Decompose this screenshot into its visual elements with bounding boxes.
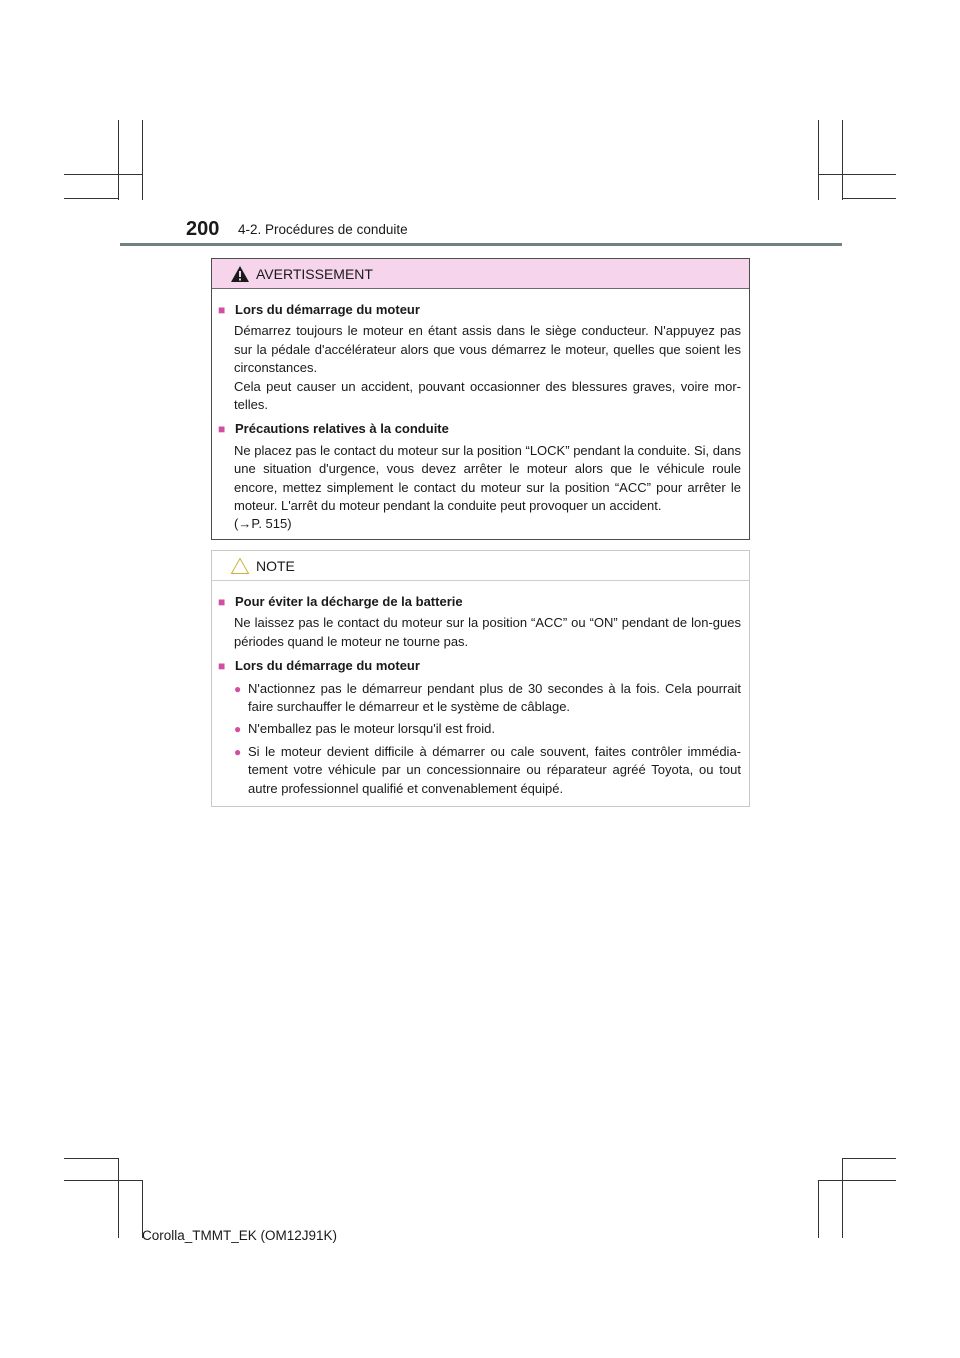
crop-mark [842,120,843,200]
square-bullet-icon: ■ [218,595,226,609]
warning-item-text: Démarrez toujours le moteur en étant assis dans le siège conducteur. N'appuyez pas sur la pédale d'accélérateur alors que vous démarrez le moteur, quelles que soient les circonstances. [234,323,741,376]
crop-mark [818,174,896,175]
round-bullet-icon: ● [234,681,242,696]
warning-item [218,420,741,533]
caution-outline-icon [230,557,250,575]
crop-mark [818,1180,819,1238]
square-bullet-icon: ■ [218,659,226,674]
round-bullet-icon: ● [234,722,242,737]
crop-mark [118,120,119,200]
warning-item [218,301,741,414]
header-rule [120,243,842,246]
warning-triangle-icon [230,265,250,283]
crop-mark [64,198,119,199]
crop-mark [64,174,142,175]
crop-mark [842,1158,843,1238]
warning-item-text: Ne placez pas le contact du moteur sur la position “LOCK” pendant la conduite. Si, dans une situation d'urgence, vous devez arrêter le moteur alors que le véhicule roule encore, mettez simplement le contact du moteur sur la position “ACC” pour arrêter le moteur. L'arrêt du moteur pendant la conduite peut provoquer un accident. [234,442,741,514]
crop-mark [842,198,896,199]
warning-item-title: Précautions relatives à la conduite [235,421,449,437]
warning-item-title: Lors du démarrage du moteur [235,302,420,317]
crop-mark [842,1158,896,1159]
crop-mark [118,1158,119,1238]
list-item-text: N'actionnez pas le démarreur pendant plus de 30 secondes à la fois. Cela pourrait faire surchauffer le démarreur et le système de câblage. [248,680,741,715]
note-item-title: Lors du démarrage du moteur [235,658,420,674]
list-item-text: Si le moteur devient difficile à démarrer ou cale souvent, faites contrôler immédia-tement votre véhicule par un concessionnaire ou réparateur agréé Toyota, ou tout autre professionnel qualifié et convenablement équipé. [248,743,741,796]
list-item-text: N'emballez pas le moteur lorsqu'il est froid. [248,721,496,737]
note-header [212,551,749,581]
note-item-text: Ne laissez pas le contact du moteur sur la position “ACC” ou “ON” pendant de lon-gues périodes quand le moteur ne tourne pas. [234,615,741,649]
square-bullet-icon: ■ [218,422,226,437]
list-item [218,743,741,798]
crop-mark [64,1158,119,1159]
crop-mark [142,120,143,200]
note-item [218,657,741,798]
warning-title: AVERTISSEMENT [256,265,373,282]
crop-mark [818,1180,896,1181]
note-title: NOTE [256,557,295,574]
section-title: 4-2. Procédures de conduite [238,222,408,237]
note-item [218,593,741,651]
note-item-title: Pour éviter la décharge de la batterie [235,594,463,609]
warning-box [211,258,750,540]
note-box [211,550,750,807]
square-bullet-icon: ■ [218,303,226,317]
warning-header [212,259,749,289]
list-item [218,680,741,717]
footer-model-code: Corolla_TMMT_EK (OM12J91K) [142,1228,338,1243]
round-bullet-icon: ● [234,744,242,759]
page-reference-link[interactable]: (→P. 515) [234,516,292,532]
crop-mark [64,1180,142,1181]
list-item [218,720,741,738]
warning-item-text: Cela peut causer un accident, pouvant occasionner des blessures graves, voire mor-telles. [234,378,741,413]
crop-mark [818,120,819,200]
page-number: 200 [186,218,220,240]
